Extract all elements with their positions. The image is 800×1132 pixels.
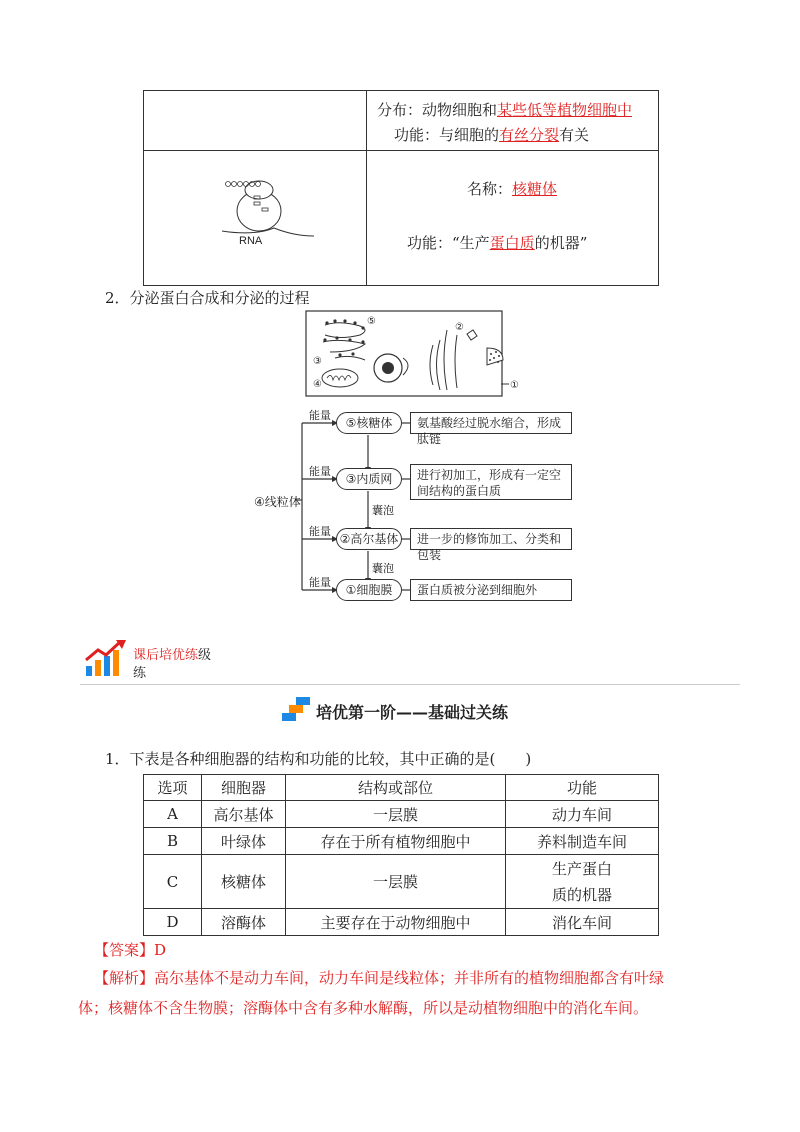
er-desc: 进行初加工，形成有一定空间结构的蛋白质 [410,464,572,500]
table-cell: 溶酶体 [202,909,286,936]
centriole-distribution: 分布：动物细胞和某些低等植物细胞中 [377,101,633,119]
label-3: ③ [313,356,322,367]
golgi-desc: 进一步的修饰加工、分类和包装 [410,528,572,550]
tier-title: 培优第一阶——基础过关练 [316,703,509,722]
table-cell: C [144,855,202,909]
cell-diagram [305,310,523,398]
table-cell: A [144,801,202,828]
table-cell: 动力车间 [506,801,659,828]
table-row [144,801,659,828]
growth-chart-logo [84,638,130,678]
table-cell: 养料制造车间 [506,828,659,855]
table-cell: 核糖体 [202,855,286,909]
steps-icon [282,697,312,721]
ribosome-desc: 氨基酸经过脱水缩合，形成肽链 [410,412,572,434]
organelle-table [143,90,659,286]
table-cell: 一层膜 [286,855,506,909]
membrane-step: ①细胞膜 [336,579,402,601]
section-divider [80,684,740,685]
table-cell: 存在于所有植物细胞中 [286,828,506,855]
table-cell: 生产蛋白 质的机器 [506,855,659,909]
energy-label-2: 能量 [309,465,331,478]
table-row [144,828,659,855]
vesicle-label-2: 囊泡 [372,562,394,575]
membrane-desc: 蛋白质被分泌到细胞外 [410,579,572,601]
centriole-function: 功能：与细胞的有丝分裂有关 [394,126,590,144]
table-cell: B [144,828,202,855]
table-row [144,855,659,909]
header-cell: 功能 [506,775,659,801]
practice-header-line2: 练 [133,666,147,681]
label-5: ⑤ [367,316,376,327]
rna-label: RNA [239,235,263,246]
question1-stem: 1．下表是各种细胞器的结构和功能的比较，其中正确的是( ) [105,750,532,768]
energy-label-1: 能量 [309,409,331,422]
practice-header-line1: 课后培优练级 [133,648,212,663]
table-cell: 高尔基体 [202,801,286,828]
mitochondria-source: ④线粒体 [254,495,301,509]
ribosome-step: ⑤核糖体 [336,412,402,434]
er-step: ③内质网 [336,468,402,490]
table-cell: 消化车间 [506,909,659,936]
section2-title: 2．分泌蛋白合成和分泌的过程 [105,289,310,307]
ribosome-name: 名称：核糖体 [467,180,558,198]
table-cell: 一层膜 [286,801,506,828]
ribosome-function: 功能：“生产蛋白质的机器” [407,234,588,252]
table-cell: 叶绿体 [202,828,286,855]
energy-label-3: 能量 [309,525,331,538]
header-cell: 结构或部位 [286,775,506,801]
header-cell: 细胞器 [202,775,286,801]
table-header-row [144,775,659,801]
ribosome-illustration [214,176,324,246]
table-cell: D [144,909,202,936]
analysis-line2: 体；核糖体不含生物膜；溶酶体中含有多种水解酶，所以是动植物细胞中的消化车间。 [78,999,649,1017]
table-row [144,909,659,936]
label-4: ④ [313,379,322,390]
vesicle-label-1: 囊泡 [372,504,394,517]
label-1: ① [510,380,519,391]
golgi-step: ②高尔基体 [336,528,402,550]
table-cell: 主要存在于动物细胞中 [286,909,506,936]
energy-label-4: 能量 [309,576,331,589]
answer-line: 【答案】D [94,941,167,959]
question-table [143,774,659,936]
label-2: ② [455,322,464,333]
header-cell: 选项 [144,775,202,801]
analysis-line1: 【解析】高尔基体不是动力车间，动力车间是线粒体；并非所有的植物细胞都含有叶绿 [94,969,665,987]
